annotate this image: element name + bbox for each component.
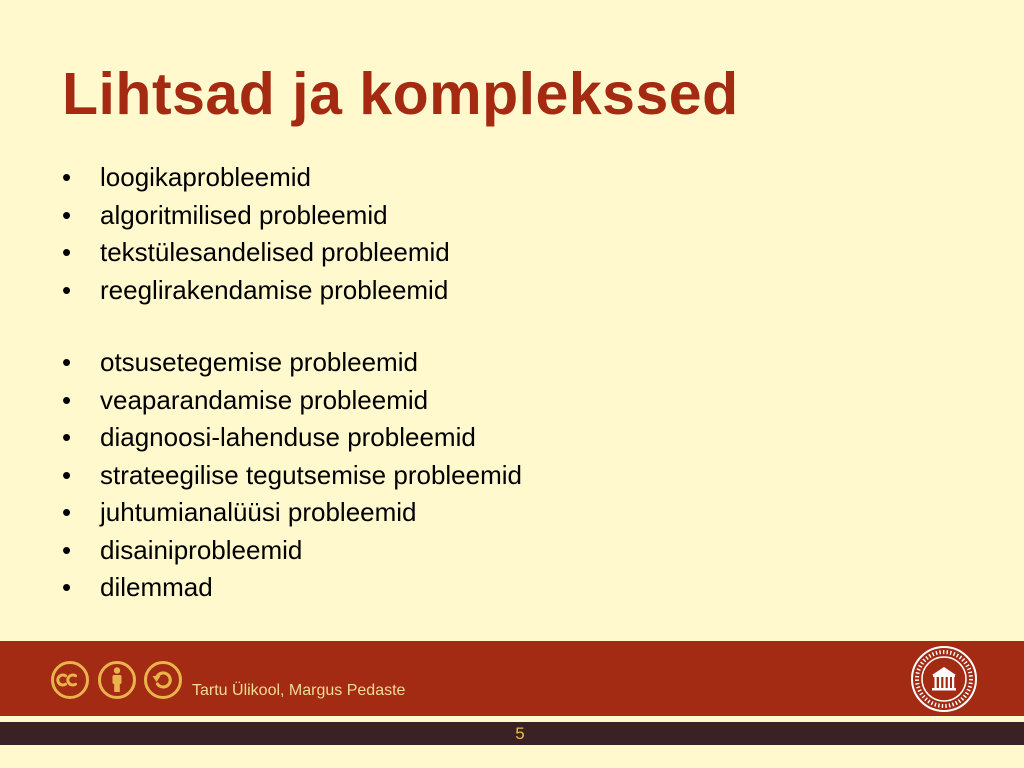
list-item-text: algoritmilised probleemid	[100, 199, 388, 230]
page-number: 5	[515, 724, 525, 743]
list-item	[62, 159, 450, 197]
list-item-text: loogikaprobleemid	[100, 162, 312, 192]
list-item	[62, 457, 522, 495]
bullet-marker: •	[62, 347, 72, 377]
list-item	[62, 419, 522, 457]
bullet-list-complex	[62, 344, 522, 607]
list-item-text: disainiprobleemid	[100, 534, 303, 565]
university-of-tartu-seal-icon	[910, 645, 978, 713]
bullet-marker: •	[62, 237, 72, 267]
bullet-marker: •	[62, 497, 72, 527]
list-item	[62, 532, 522, 570]
list-item	[62, 382, 522, 420]
list-item	[62, 494, 522, 532]
bullet-marker: •	[62, 422, 72, 452]
list-item	[62, 272, 450, 310]
list-item-text: strateegilise tegutsemise probleemid	[100, 459, 522, 490]
list-item-text: veaparandamise probleemid	[100, 384, 429, 415]
list-item-text: dilemmad	[100, 572, 213, 602]
share-alike-icon	[146, 663, 181, 698]
list-item-text: otsusetegemise probleemid	[100, 347, 418, 377]
list-item	[62, 344, 522, 382]
footer-credit: Tartu Ülikool, Margus Pedaste	[192, 682, 406, 699]
bullet-marker: •	[62, 534, 72, 565]
list-item	[62, 569, 522, 607]
bullet-marker: •	[62, 459, 72, 490]
bullet-marker: •	[62, 274, 72, 305]
attribution-icon	[100, 663, 135, 698]
list-item-text: diagnoosi-lahenduse probleemid	[100, 422, 476, 452]
list-item	[62, 197, 450, 235]
list-item	[62, 234, 450, 272]
bullet-marker: •	[62, 572, 72, 602]
list-item-text: juhtumianalüüsi probleemid	[100, 497, 417, 527]
bullet-marker: •	[62, 199, 72, 230]
cc-icon	[53, 663, 88, 698]
cc-license-icons	[50, 660, 184, 700]
list-item-text: tekstülesandelised probleemid	[100, 237, 450, 267]
list-item-text: reeglirakendamise probleemid	[100, 274, 449, 305]
slide-title: Lihtsad ja komplekssed	[62, 61, 739, 127]
bullet-list-simple	[62, 159, 450, 309]
bullet-marker: •	[62, 384, 72, 415]
bullet-marker: •	[62, 162, 72, 192]
